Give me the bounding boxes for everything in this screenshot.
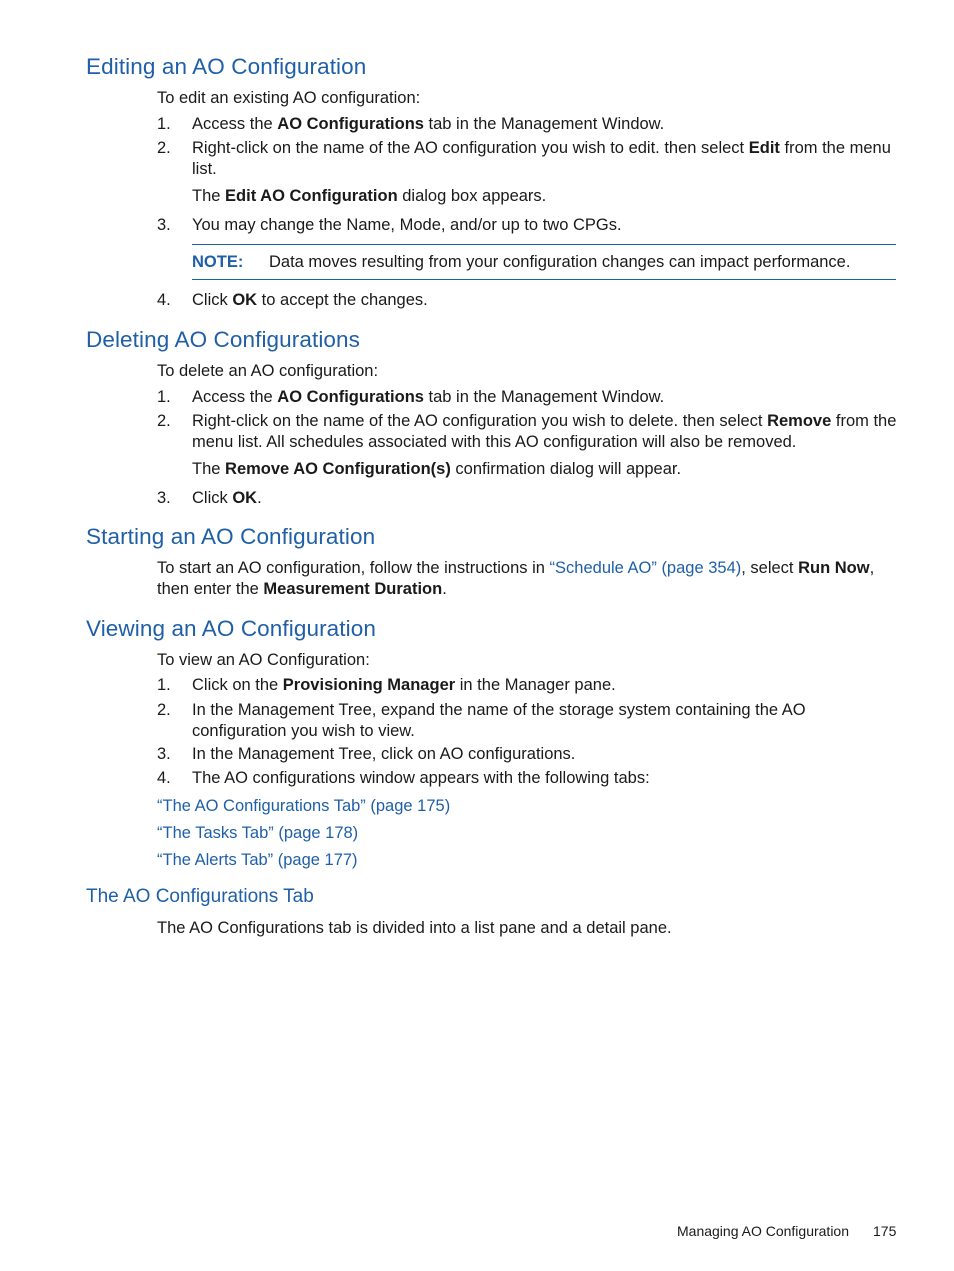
footer-title: Managing AO Configuration (677, 1223, 849, 1239)
editing-intro: To edit an existing AO configuration: (157, 89, 421, 107)
deleting-step-2-result: The Remove AO Configuration(s) confirmation dialog will appear. (192, 460, 682, 478)
document-page: Editing an AO Configuration To edit an existing AO configuration: 1. Access the AO Configurations tab in the Management Window. 2. Right-click on the name of the AO configuration you wish to edit. then select Edit from the menu list. The Edit AO Configuration dialog box appears. 3. You may change the Name, Mode, and/or up to two CPGs. NOTE: Data moves resulting from your configuration changes can impact performance. 4. Click OK to accept the changes. Deleting AO Configurations To delete an AO configuration: 1. Access the AO Configurations tab in the Management Window. 2. Right-click on the name of the AO configuration you wish to delete. then select Remove from the menu list. All schedules associated with this AO configuration will also be removed. The Remove AO Configuration(s) confirmation dialog will appear. 3. Click OK. Starting an AO Configuration To start an AO configuration, follow the instructions in “Schedule AO” (page 354), select Run Now, then enter the Measurement Duration. Viewing an AO Configuration To view an AO Configuration: 1. Click on the Provisioning Manager in the Manager pane. 2. In the Management Tree, expand the name of the storage system containing the AO configuration you wish to view. 3. In the Management Tree, click on AO configurations. 4. The AO configurations window appears with the following tabs: “The AO Configurations Tab” (page 175) “The Tasks Tab” (page 178) “The Alerts Tab” (page 177) The AO Configurations Tab The AO Configurations tab is divided into a list pane and a detail pane. Managing AO Configuration 175 (0, 0, 954, 1271)
note-text: Data moves resulting from your configuration changes can impact performance. (269, 253, 851, 271)
note-box (192, 244, 896, 280)
starting-text: To start an AO configuration, follow the instructions in “Schedule AO” (page 354), select Run Now, then enter the Measurement Duration. (157, 559, 875, 598)
heading-editing: Editing an AO Configuration (86, 54, 367, 79)
ao-tab-text: The AO Configurations tab is divided into a list pane and a detail pane. (157, 919, 672, 937)
link-tasks-tab[interactable]: “The Tasks Tab” (page 178) (157, 824, 359, 842)
heading-deleting: Deleting AO Configurations (86, 327, 361, 352)
editing-step-2-result: The Edit AO Configuration dialog box appears. (192, 187, 547, 205)
note-label: NOTE: (192, 253, 244, 271)
heading-starting: Starting an AO Configuration (86, 524, 376, 549)
link-ao-configurations-tab[interactable]: “The AO Configurations Tab” (page 175) (157, 797, 451, 815)
page-number: 175 (873, 1223, 897, 1239)
link-alerts-tab[interactable]: “The Alerts Tab” (page 177) (157, 851, 358, 869)
schedule-ao-link[interactable]: “Schedule AO” (page 354) (549, 559, 742, 577)
deleting-intro: To delete an AO configuration: (157, 362, 379, 380)
heading-ao-configurations-tab: The AO Configurations Tab (86, 886, 314, 907)
viewing-intro: To view an AO Configuration: (157, 651, 370, 669)
heading-viewing: Viewing an AO Configuration (86, 616, 376, 641)
